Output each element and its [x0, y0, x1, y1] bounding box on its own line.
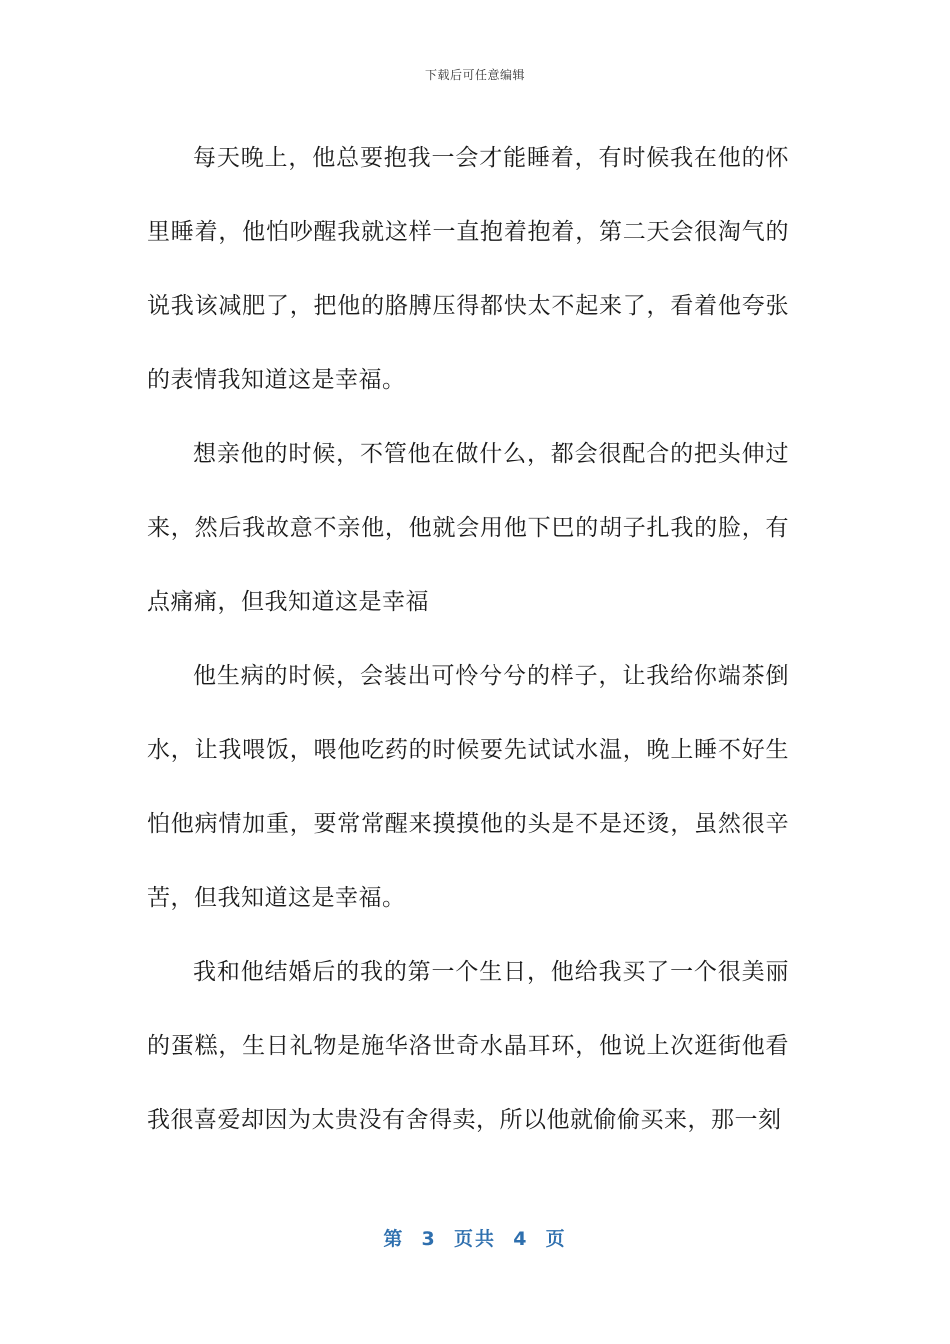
document-body	[147, 121, 789, 1157]
paragraph-3: 他生病的时候，会装出可怜兮兮的样子，让我给你端茶倒水，让我喂饭，喂他吃药的时候要先试试水温，晚上睡不好生怕他病情加重，要常常醒来摸摸他的头是不是还烫，虽然很辛苦，但我知道这是幸福。	[147, 663, 789, 911]
page-number-footer	[0, 1224, 950, 1251]
paragraph-2: 想亲他的时候，不管他在做什么，都会很配合的把头伸过来，然后我故意不亲他，他就会用他下巴的胡子扎我的脸，有点痛痛，但我知道这是幸福	[147, 441, 789, 615]
page-header: 下载后可任意编辑	[424, 68, 525, 82]
paragraph-1: 每天晚上，他总要抱我一会才能睡着，有时候我在他的怀里睡着，他怕吵醒我就这样一直抱着抱着，第二天会很淘气的说我该减肥了，把他的胳膊压得都快太不起来了，看着他夸张的表情我知道这是幸福。	[147, 145, 789, 393]
paragraph-4: 我和他结婚后的我的第一个生日，他给我买了一个很美丽的蛋糕，生日礼物是施华洛世奇水晶耳环，他说上次逛街他看我很喜爱却因为太贵没有舍得卖，所以他就偷偷买来，那一刻	[147, 959, 789, 1133]
page-number-text: 第 3 页共 4 页	[383, 1228, 567, 1250]
